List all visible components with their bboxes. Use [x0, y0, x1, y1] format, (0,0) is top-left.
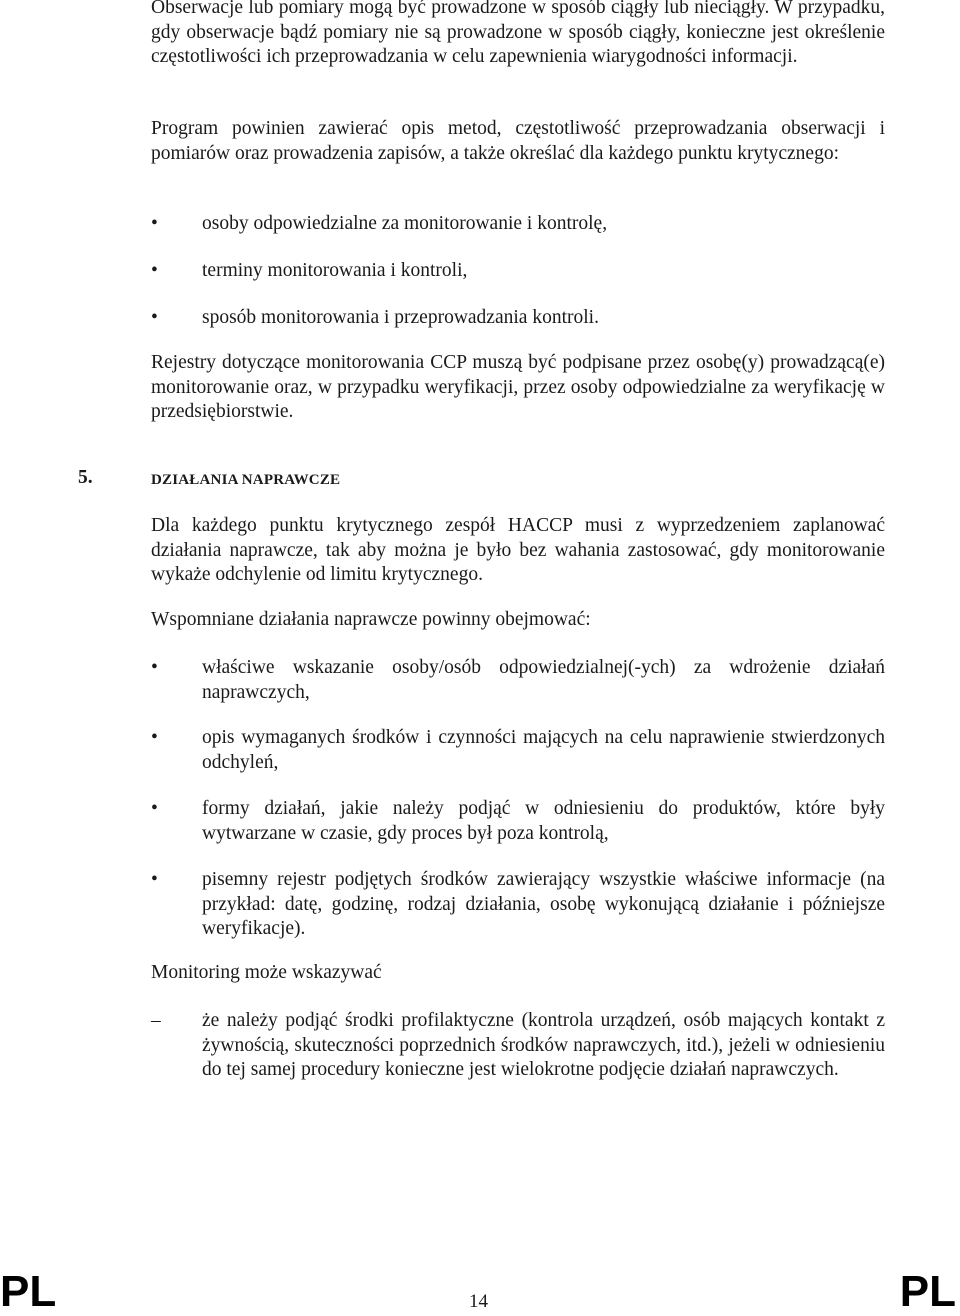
footer-language-left: PL — [0, 1267, 57, 1316]
bullet-icon: • — [151, 869, 158, 890]
footer-language-right: PL — [899, 1267, 956, 1316]
page-number: 14 — [469, 1291, 488, 1312]
list-item-text: że należy podjąć środki profilaktyczne (kontrola urządzeń, osób mających kontakt z żywnością, skuteczności poprzednich środków naprawczych, itd.), jeżeli w odniesieniu do tej samej procedury konieczne jest wielokrotne podjęcie działań naprawczych. — [202, 1010, 885, 1080]
section-number: 5. — [78, 467, 93, 488]
bullet-icon: • — [151, 657, 158, 678]
bullet-icon: • — [151, 213, 158, 234]
list-item-text: pisemny rejestr podjętych środków zawierający wszystkie właściwe informacje (na przykład: datę, godzinę, rodzaj działania, osobę wykonującą działanie i późniejsze weryfikacje). — [202, 869, 885, 939]
program-paragraph: Program powinien zawierać opis metod, częstotliwość przeprowadzania obserwacji i pomiarów oraz prowadzenia zapisów, a także określać dla każdego punktu krytycznego: — [151, 118, 885, 164]
dash-icon: – — [151, 1010, 161, 1031]
bullet-icon: • — [151, 307, 158, 328]
list-item-text: osoby odpowiedzialne za monitorowanie i kontrolę, — [202, 213, 608, 234]
records-paragraph: Rejestry dotyczące monitorowania CCP muszą być podpisane przez osobę(y) prowadzącą(e) monitorowanie oraz, w przypadku weryfikacji, przez osoby odpowiedzialne za weryfikację w przedsiębiorstwie. — [151, 352, 885, 422]
monitoring-paragraph: Monitoring może wskazywać — [151, 962, 382, 983]
list-item-text: właściwe wskazanie osoby/osób odpowiedzialnej(-ych) za wdrożenie działań naprawczych, — [202, 657, 885, 703]
corrective-intro-paragraph: Dla każdego punktu krytycznego zespół HACCP musi z wyprzedzeniem zaplanować działania naprawcze, tak aby można je było bez wahania zastosować, gdy monitorowanie wykaże odchylenie od limitu krytycznego. — [151, 515, 885, 585]
bullet-icon: • — [151, 798, 158, 819]
list-item-text: formy działań, jakie należy podjąć w odniesieniu do produktów, które były wytwarzane w czasie, gdy proces był poza kontrolą, — [202, 798, 885, 844]
list-item-text: opis wymaganych środków i czynności mających na celu naprawienie stwierdzonych odchyleń, — [202, 727, 885, 773]
list-item-text: sposób monitorowania i przeprowadzania kontroli. — [202, 307, 599, 328]
bullet-icon: • — [151, 727, 158, 748]
bullet-icon: • — [151, 260, 158, 281]
list-item-text: terminy monitorowania i kontroli, — [202, 260, 468, 281]
section-title: DZIAŁANIA NAPRAWCZE — [151, 472, 341, 488]
intro-paragraph: Obserwacje lub pomiary mogą być prowadzone w sposób ciągły lub nieciągły. W przypadku, gdy obserwacje bądź pomiary nie są prowadzone w sposób ciągły, konieczne jest określenie częstotliwości ich przeprowadzania w celu zapewnienia wiarygodności informacji. — [151, 0, 885, 67]
corrective-should-paragraph: Wspomniane działania naprawcze powinny obejmować: — [151, 609, 591, 630]
